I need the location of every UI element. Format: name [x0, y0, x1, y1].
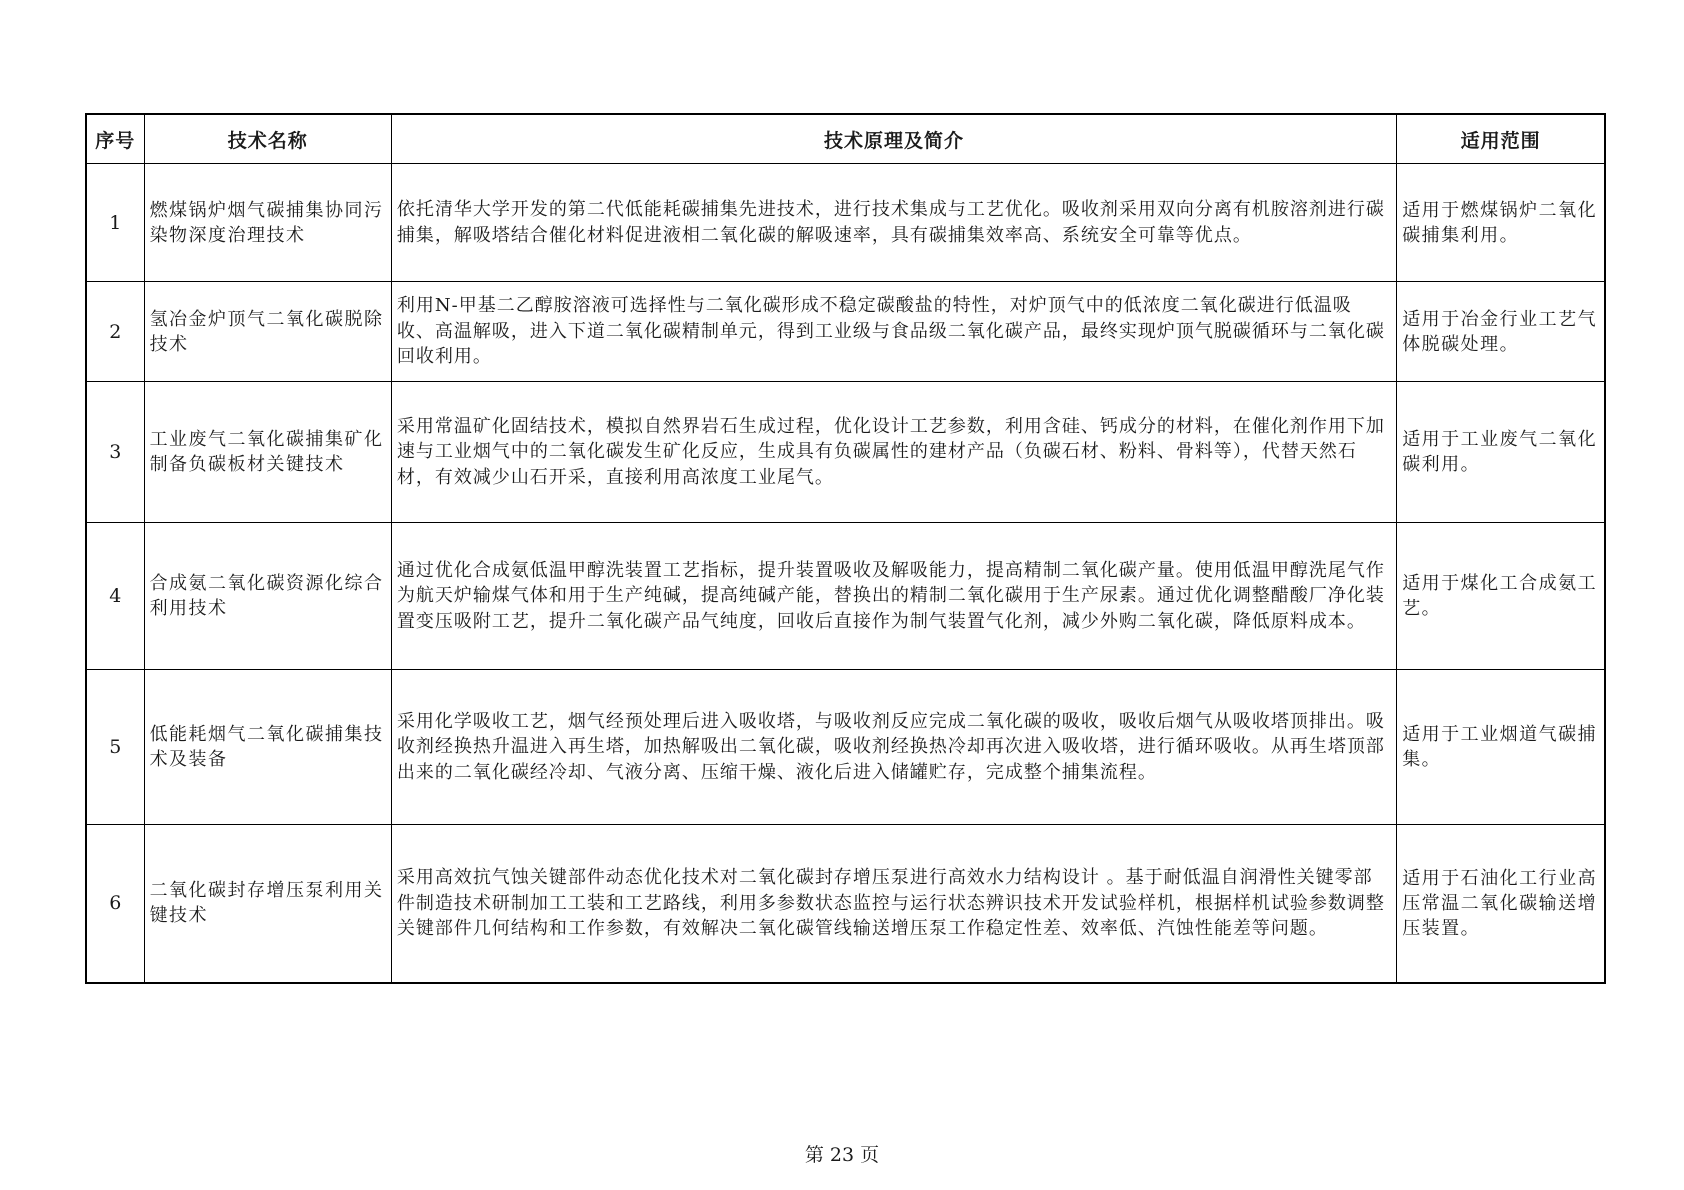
table-row	[86, 670, 1605, 825]
row-serial-number: 3	[86, 382, 144, 523]
row-principle-description: 通过优化合成氨低温甲醇洗装置工艺指标，提升装置吸收及解吸能力，提高精制二氧化碳产量。使用低温甲醇洗尾气作为航天炉输煤气体和用于生产纯碱，提高纯碱产能，替换出的精制二氧化碳用于生产尿素。通过优化调整醋酸厂净化装置变压吸附工艺，提升二氧化碳产品气纯度，回收后直接作为制气装置气化剂，减少外购二氧化碳，降低原料成本。	[391, 523, 1396, 670]
header-application-scope: 适用范围	[1397, 114, 1605, 164]
row-application-scope: 适用于燃煤锅炉二氧化碳捕集利用。	[1397, 164, 1605, 282]
row-technology-name: 低能耗烟气二氧化碳捕集技术及装备	[144, 670, 391, 825]
row-serial-number: 1	[86, 164, 144, 282]
header-principle-description: 技术原理及简介	[391, 114, 1396, 164]
row-serial-number: 6	[86, 825, 144, 983]
row-principle-description: 采用高效抗气蚀关键部件动态优化技术对二氧化碳封存增压泵进行高效水力结构设计 。基于耐低温自润滑性关键零部件制造技术研制加工工装和工艺路线，利用多参数状态监控与运行状态辨识技术开发试验样机，根据样机试验参数调整关键部件几何结构和工作参数，有效解决二氧化碳管线输送增压泵工作稳定性差、效率低、汽蚀性能差等问题。	[391, 825, 1396, 983]
header-technology-name: 技术名称	[144, 114, 391, 164]
row-principle-description: 依托清华大学开发的第二代低能耗碳捕集先进技术，进行技术集成与工艺优化。吸收剂采用双向分离有机胺溶剂进行碳捕集，解吸塔结合催化材料促进液相二氧化碳的解吸速率，具有碳捕集效率高、系统安全可靠等优点。	[391, 164, 1396, 282]
technology-table	[85, 113, 1606, 984]
row-principle-description: 采用化学吸收工艺，烟气经预处理后进入吸收塔，与吸收剂反应完成二氧化碳的吸收，吸收后烟气从吸收塔顶排出。吸收剂经换热升温进入再生塔，加热解吸出二氧化碳，吸收剂经换热冷却再次进入吸收塔，进行循环吸收。从再生塔顶部出来的二氧化碳经冷却、气液分离、压缩干燥、液化后进入储罐贮存，完成整个捕集流程。	[391, 670, 1396, 825]
row-serial-number: 2	[86, 282, 144, 382]
row-application-scope: 适用于冶金行业工艺气体脱碳处理。	[1397, 282, 1605, 382]
row-principle-description: 利用N-甲基二乙醇胺溶液可选择性与二氧化碳形成不稳定碳酸盐的特性，对炉顶气中的低浓度二氧化碳进行低温吸收、高温解吸，进入下道二氧化碳精制单元，得到工业级与食品级二氧化碳产品，最终实现炉顶气脱碳循环与二氧化碳回收利用。	[391, 282, 1396, 382]
row-serial-number: 5	[86, 670, 144, 825]
row-technology-name: 二氧化碳封存增压泵利用关键技术	[144, 825, 391, 983]
row-application-scope: 适用于煤化工合成氨工艺。	[1397, 523, 1605, 670]
row-serial-number: 4	[86, 523, 144, 670]
row-technology-name: 氢冶金炉顶气二氧化碳脱除技术	[144, 282, 391, 382]
table-row	[86, 825, 1605, 983]
row-technology-name: 燃煤锅炉烟气碳捕集协同污染物深度治理技术	[144, 164, 391, 282]
table-row	[86, 382, 1605, 523]
row-application-scope: 适用于工业废气二氧化碳利用。	[1397, 382, 1605, 523]
table-row	[86, 164, 1605, 282]
row-technology-name: 合成氨二氧化碳资源化综合利用技术	[144, 523, 391, 670]
table-row	[86, 282, 1605, 382]
row-technology-name: 工业废气二氧化碳捕集矿化制备负碳板材关键技术	[144, 382, 391, 523]
row-application-scope: 适用于石油化工行业高压常温二氧化碳输送增压装置。	[1397, 825, 1605, 983]
table-header-row	[86, 114, 1605, 164]
header-serial-number: 序号	[86, 114, 144, 164]
row-application-scope: 适用于工业烟道气碳捕集。	[1397, 670, 1605, 825]
table-row	[86, 523, 1605, 670]
row-principle-description: 采用常温矿化固结技术，模拟自然界岩石生成过程，优化设计工艺参数，利用含硅、钙成分的材料，在催化剂作用下加速与工业烟气中的二氧化碳发生矿化反应，生成具有负碳属性的建材产品（负碳石材、粉料、骨料等），代替天然石材，有效减少山石开采，直接利用高浓度工业尾气。	[391, 382, 1396, 523]
page-number: 第 23 页	[804, 1144, 880, 1166]
